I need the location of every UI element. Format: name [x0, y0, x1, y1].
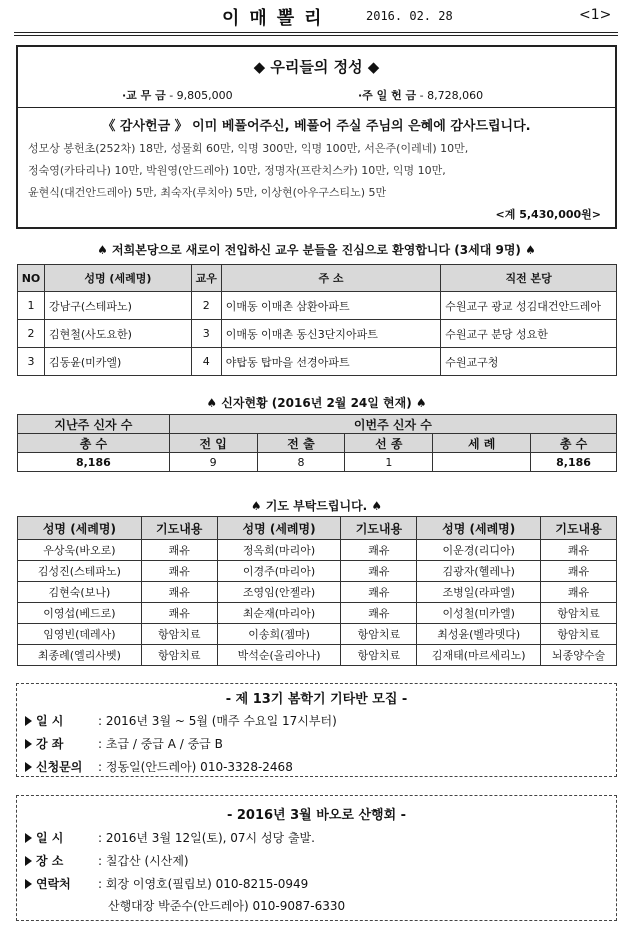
col-header: 총 수	[531, 434, 617, 453]
cell-name: 조병일(라파엘)	[417, 582, 541, 603]
prayer-title: ♠ 기도 부탁드립니다. ♠	[250, 499, 383, 513]
sunday-offering-total	[358, 87, 483, 103]
cell-prayer: 뇌종양수술	[541, 645, 617, 666]
hiking-label: 연락처	[36, 877, 71, 891]
offering-divider	[18, 107, 615, 108]
guitar-label: 신청문의	[36, 760, 83, 774]
cell-name: 이운경(리디아)	[417, 540, 541, 561]
cell-prayer: 쾌유	[141, 561, 217, 582]
cell-name: 이영섭(베드로)	[18, 603, 142, 624]
prayer-table	[17, 516, 617, 666]
cell-value: 8	[257, 453, 345, 472]
col-header: 선 종	[345, 434, 433, 453]
cell-count: 2	[191, 292, 221, 320]
col-header: 세 례	[433, 434, 531, 453]
table-row	[18, 603, 617, 624]
cell-value	[433, 453, 531, 472]
cell-prayer: 쾌유	[541, 540, 617, 561]
col-header: 주 소	[221, 265, 441, 292]
header-rule	[14, 32, 618, 33]
cell-name: 임영빈(데레사)	[18, 624, 142, 645]
cell-prayer: 항암치료	[541, 603, 617, 624]
header-rule-2	[14, 35, 618, 36]
hiking-label: 일 시	[36, 831, 64, 845]
cell-prayer: 쾌유	[341, 603, 417, 624]
table-row	[18, 540, 617, 561]
cell-parish: 수원교구 분당 성요한	[441, 320, 617, 348]
guitar-label: 일 시	[36, 714, 64, 728]
hiking-extra: 산행대장 박준수(안드레아) 010-9087-6330	[108, 899, 346, 913]
col-header: 성명 (세례명)	[417, 517, 541, 540]
cell-prayer: 쾌유	[141, 540, 217, 561]
col-header: 성명 (세례명)	[18, 517, 142, 540]
hiking-value: : 칠갑산 (시산제)	[98, 854, 189, 868]
hiking-title: - 2016년 3월 바오로 산행회 -	[226, 808, 407, 823]
table-row	[18, 348, 617, 376]
cell-name: 최순재(마리아)	[217, 603, 341, 624]
cell-prayer: 항암치료	[341, 624, 417, 645]
cell-name: 김광자(헬레나)	[417, 561, 541, 582]
cell-name: 이경주(마리아)	[217, 561, 341, 582]
guitar-label: 강 좌	[36, 737, 64, 751]
cell-parish: 수원교구 광교 성김대건안드레아	[441, 292, 617, 320]
guitar-value: : 2016년 3월 ~ 5월 (매주 수요일 17시부터)	[98, 714, 337, 728]
hiking-row	[25, 875, 308, 892]
cell-no: 2	[18, 320, 45, 348]
table-row	[18, 561, 617, 582]
last-week-header: 지난주 신자 수	[18, 415, 170, 434]
col-header: 기도내용	[341, 517, 417, 540]
col-header: NO	[18, 265, 45, 292]
table-header-row	[18, 517, 617, 540]
triangle-bullet-icon	[25, 879, 32, 889]
cell-value: 9	[169, 453, 257, 472]
hiking-label: 장 소	[36, 854, 64, 868]
cell-prayer: 쾌유	[341, 540, 417, 561]
hiking-row	[25, 852, 189, 869]
cell-name: 김동윤(미카엘)	[44, 348, 191, 376]
cell-name: 우상욱(바오로)	[18, 540, 142, 561]
cell-prayer: 쾌유	[341, 561, 417, 582]
sunday-offering-value: - 8,728,060	[419, 89, 484, 102]
cell-name: 이성철(미카엘)	[417, 603, 541, 624]
guitar-value: : 정동일(안드레아) 010-3328-2468	[98, 760, 293, 774]
cell-prayer: 항암치료	[141, 645, 217, 666]
cell-name: 박석순(올리아나)	[217, 645, 341, 666]
page-number: <1>	[579, 7, 612, 23]
guitar-title: - 제 13기 봄학기 기타반 모집 -	[225, 692, 408, 707]
table-row	[18, 292, 617, 320]
donation-sum: <계 5,430,000원>	[495, 208, 601, 221]
triangle-bullet-icon	[25, 716, 32, 726]
col-header: 기도내용	[141, 517, 217, 540]
cell-value: 8,186	[531, 453, 617, 472]
tithe-total	[122, 87, 233, 103]
guitar-value: : 초급 / 중급 A / 중급 B	[98, 737, 223, 751]
cell-no: 1	[18, 292, 45, 320]
guitar-row	[25, 712, 337, 729]
bulletin-date: 2016. 02. 28	[366, 9, 453, 23]
hiking-row	[25, 829, 315, 846]
offering-box	[16, 45, 617, 229]
stats-table	[17, 414, 617, 472]
offering-heading: ◆ 우리들의 정성 ◆	[253, 58, 380, 76]
guitar-row	[25, 758, 293, 775]
donor-list	[28, 138, 608, 204]
col-header: 성명 (세례명)	[44, 265, 191, 292]
stats-value-row	[18, 453, 617, 472]
col-header: 전 출	[257, 434, 345, 453]
cell-name: 강남구(스테파노)	[44, 292, 191, 320]
cell-no: 3	[18, 348, 45, 376]
cell-prayer: 쾌유	[541, 582, 617, 603]
stats-group-row	[18, 415, 617, 434]
table-row	[18, 624, 617, 645]
cell-prayer: 쾌유	[341, 582, 417, 603]
cell-name: 조영임(안젤라)	[217, 582, 341, 603]
cell-name: 김재태(마르세리노)	[417, 645, 541, 666]
cell-prayer: 항암치료	[541, 624, 617, 645]
cell-prayer: 쾌유	[141, 582, 217, 603]
cell-count: 4	[191, 348, 221, 376]
table-row	[18, 320, 617, 348]
cell-value: 1	[345, 453, 433, 472]
cell-name: 김현숙(보나)	[18, 582, 142, 603]
cell-name: 이송희(젬마)	[217, 624, 341, 645]
sunday-offering-label: ·주 일 헌 금	[358, 89, 417, 102]
cell-prayer: 쾌유	[541, 561, 617, 582]
cell-value: 8,186	[18, 453, 170, 472]
thanks-line: 《 감사헌금 》 이미 베풀어주신, 베풀어 주실 주님의 은혜에 감사드립니다.	[102, 119, 531, 134]
this-week-header: 이번주 신자 수	[169, 415, 616, 434]
cell-prayer: 항암치료	[341, 645, 417, 666]
cell-prayer: 쾌유	[141, 603, 217, 624]
cell-parish: 수원교구청	[441, 348, 617, 376]
table-header-row	[18, 265, 617, 292]
bulletin-title: 이매뽈리	[222, 8, 332, 29]
col-header: 직전 본당	[441, 265, 617, 292]
guitar-notice	[16, 683, 617, 777]
triangle-bullet-icon	[25, 762, 32, 772]
cell-address: 이매동 이매촌 삼환아파트	[221, 292, 441, 320]
col-header: 전 입	[169, 434, 257, 453]
table-row	[18, 582, 617, 603]
hiking-value: : 2016년 3월 12일(토), 07시 성당 출발.	[98, 831, 315, 845]
triangle-bullet-icon	[25, 856, 32, 866]
col-header: 교우	[191, 265, 221, 292]
cell-name: 김성진(스테파노)	[18, 561, 142, 582]
new-members-title: ♠ 저희본당으로 새로이 전입하신 교우 분들을 진심으로 환영합니다 (3세대 9명) ♠	[97, 243, 536, 257]
tithe-value: - 9,805,000	[169, 89, 233, 102]
new-members-table	[17, 264, 617, 376]
table-row	[18, 645, 617, 666]
triangle-bullet-icon	[25, 833, 32, 843]
cell-name: 최종례(엘리사벳)	[18, 645, 142, 666]
tithe-label: ·교 무 금	[122, 89, 166, 102]
cell-name: 정옥희(마리아)	[217, 540, 341, 561]
hiking-notice	[16, 795, 617, 921]
triangle-bullet-icon	[25, 739, 32, 749]
col-header: 기도내용	[541, 517, 617, 540]
guitar-row	[25, 735, 223, 752]
donor-line: 윤현식(대건안드레아) 5만, 최숙자(루치아) 5만, 이상현(아우구스티노) 5만	[28, 186, 387, 199]
cell-count: 3	[191, 320, 221, 348]
cell-name: 김현철(사도요한)	[44, 320, 191, 348]
hiking-value: : 회장 이영호(필립보) 010-8215-0949	[98, 877, 309, 891]
cell-address: 야탑동 탑마을 선경아파트	[221, 348, 441, 376]
cell-name: 최성윤(벨라뎃다)	[417, 624, 541, 645]
bulletin-header	[14, 4, 618, 30]
col-header: 총 수	[18, 434, 170, 453]
col-header: 성명 (세례명)	[217, 517, 341, 540]
stats-header-row	[18, 434, 617, 453]
cell-prayer: 항암치료	[141, 624, 217, 645]
donor-line: 정숙영(카타리나) 10만, 박원영(안드레아) 10만, 정명자(프란치스카) 10만, 익명 10만,	[28, 164, 446, 177]
cell-address: 이매동 이매촌 동신3단지아파트	[221, 320, 441, 348]
donor-line: 성모상 봉헌초(252차) 18만, 성물회 60만, 익명 300만, 익명 100만, 서은주(이레네) 10만,	[28, 142, 469, 155]
stats-title: ♠ 신자현황 (2016년 2월 24일 현재) ♠	[206, 396, 427, 410]
